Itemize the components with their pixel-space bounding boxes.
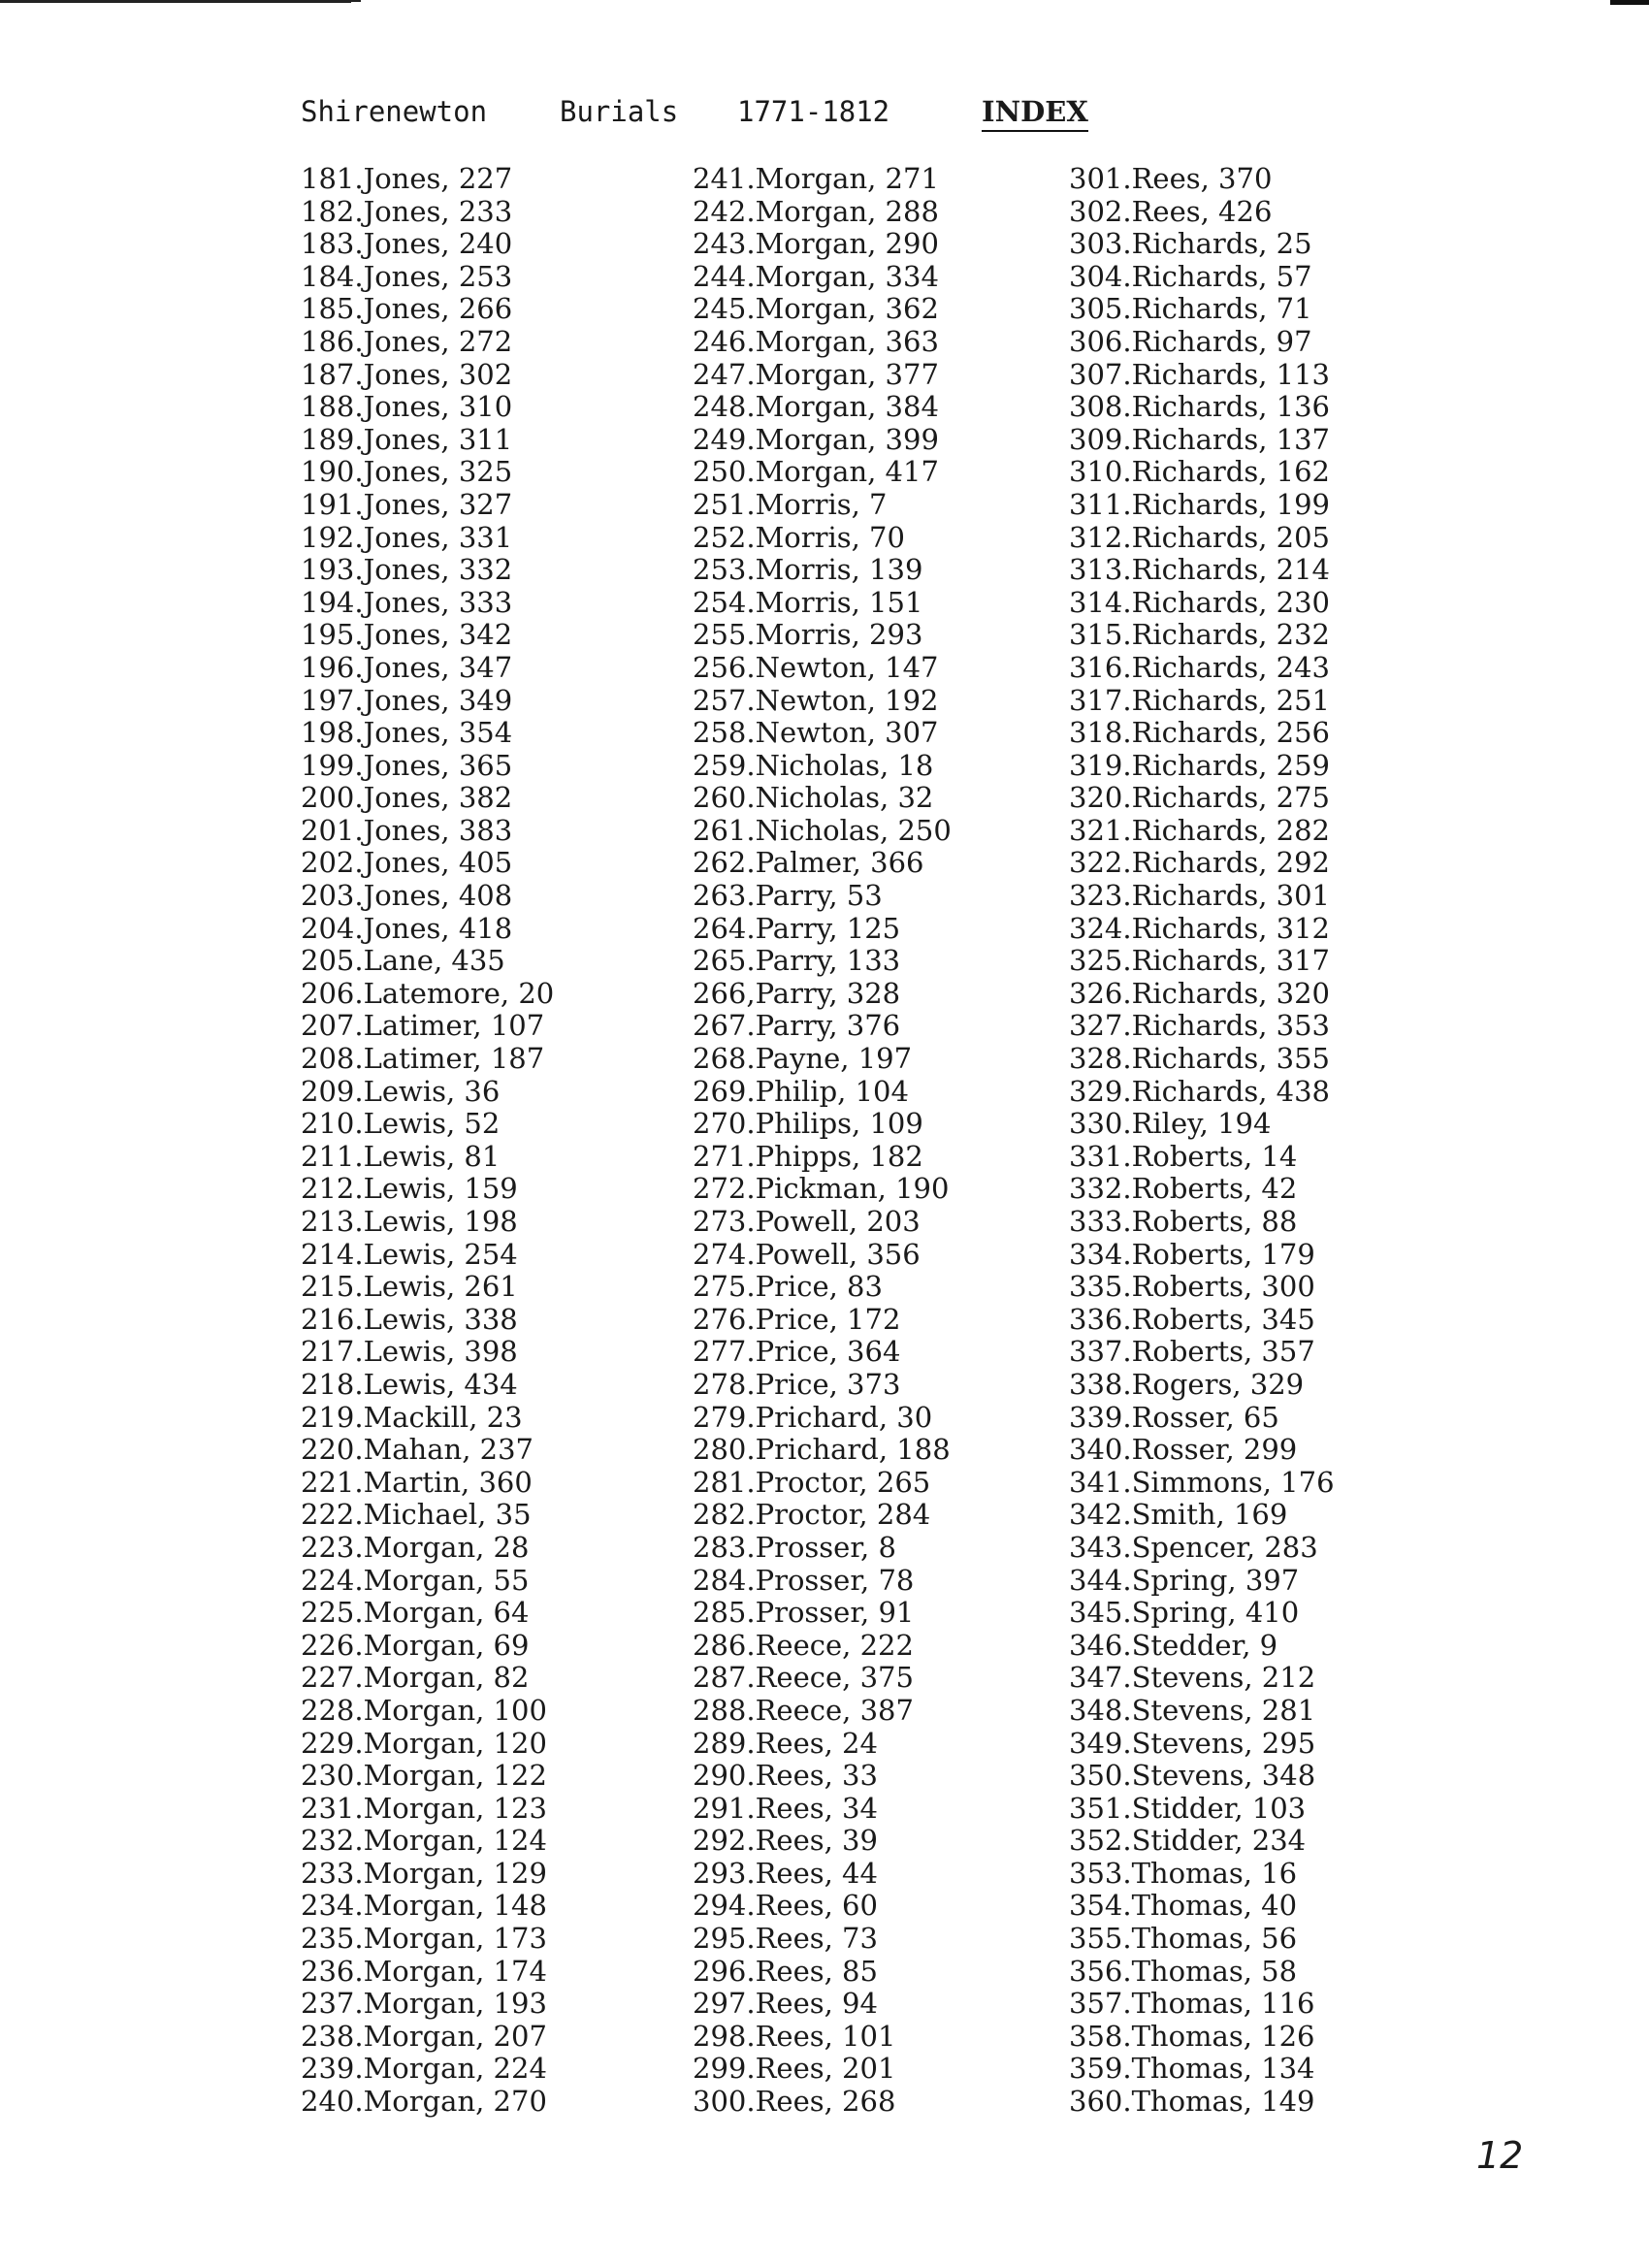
index-entry: 234.Morgan, 148 <box>301 1889 547 1923</box>
index-entry: 199.Jones, 365 <box>301 748 513 782</box>
index-entry: 209.Lewis, 36 <box>301 1074 501 1108</box>
index-entry: 313.Richards, 214 <box>1069 553 1330 587</box>
index-column-1 <box>301 163 554 2119</box>
index-entry: 184.Jones, 253 <box>301 259 513 293</box>
index-entry: 296.Rees, 85 <box>693 1954 878 1988</box>
index-entry: 310.Richards, 162 <box>1069 455 1330 489</box>
index-entry: 292.Rees, 39 <box>693 1824 878 1858</box>
index-entry: 258.Newton, 307 <box>693 716 939 750</box>
index-entry: 344.Spring, 397 <box>1069 1563 1300 1597</box>
index-entry: 268.Payne, 197 <box>693 1042 913 1076</box>
index-column-3 <box>1069 163 1335 2119</box>
index-entry: 188.Jones, 310 <box>301 390 513 424</box>
index-entry: 186.Jones, 272 <box>301 324 513 358</box>
index-entry: 306.Richards, 97 <box>1069 324 1312 358</box>
index-entry: 193.Jones, 332 <box>301 553 513 587</box>
index-entry: 311.Richards, 199 <box>1069 487 1330 521</box>
header-record-type: Burials <box>560 95 679 128</box>
index-entry: 231.Morgan, 123 <box>301 1791 547 1825</box>
index-entry: 317.Richards, 251 <box>1069 683 1330 717</box>
index-entry: 304.Richards, 57 <box>1069 259 1312 293</box>
index-entry: 360.Thomas, 149 <box>1069 2085 1315 2119</box>
index-entry: 321.Richards, 282 <box>1069 813 1330 847</box>
index-entry: 342.Smith, 169 <box>1069 1498 1288 1532</box>
index-entry: 282.Proctor, 284 <box>693 1498 931 1532</box>
index-entry: 215.Lewis, 261 <box>301 1270 518 1304</box>
index-entry: 253.Morris, 139 <box>693 553 923 587</box>
index-entry: 305.Richards, 71 <box>1069 292 1312 326</box>
index-entry: 200.Jones, 382 <box>301 781 513 815</box>
index-entry: 301.Rees, 370 <box>1069 162 1273 195</box>
index-entry: 242.Morgan, 288 <box>693 194 939 228</box>
index-entry: 297.Rees, 94 <box>693 1987 878 2021</box>
index-entry: 289.Rees, 24 <box>693 1726 878 1760</box>
index-entry: 235.Morgan, 173 <box>301 1922 547 1956</box>
index-entry: 315.Richards, 232 <box>1069 618 1330 652</box>
index-entry: 319.Richards, 259 <box>1069 748 1330 782</box>
index-entry: 337.Roberts, 357 <box>1069 1335 1315 1369</box>
index-entry: 355.Thomas, 56 <box>1069 1922 1298 1956</box>
page-header <box>0 95 1649 130</box>
index-entry: 349.Stevens, 295 <box>1069 1726 1316 1760</box>
index-entry: 203.Jones, 408 <box>301 879 513 913</box>
index-entry: 323.Richards, 301 <box>1069 879 1330 913</box>
index-entry: 185.Jones, 266 <box>301 292 513 326</box>
index-entry: 255.Morris, 293 <box>693 618 923 652</box>
index-entry: 350.Stevens, 348 <box>1069 1759 1316 1793</box>
index-entry: 251.Morris, 7 <box>693 487 888 521</box>
index-entry: 247.Morgan, 377 <box>693 357 939 391</box>
index-entry: 223.Morgan, 28 <box>301 1530 530 1564</box>
index-entry: 228.Morgan, 100 <box>301 1693 547 1727</box>
index-entry: 205.Lane, 435 <box>301 944 505 978</box>
index-entry: 357.Thomas, 116 <box>1069 1987 1315 2021</box>
index-entry: 338.Rogers, 329 <box>1069 1367 1305 1401</box>
index-entry: 303.Richards, 25 <box>1069 227 1312 261</box>
index-entry: 288.Reece, 387 <box>693 1693 914 1727</box>
index-entry: 181.Jones, 227 <box>301 162 513 195</box>
index-entry: 266,Parry, 328 <box>693 976 901 1010</box>
index-entry: 194.Jones, 333 <box>301 585 513 619</box>
index-entry: 300.Rees, 268 <box>693 2085 896 2119</box>
index-entry: 353.Thomas, 16 <box>1069 1856 1298 1890</box>
index-entry: 279.Prichard, 30 <box>693 1400 933 1434</box>
index-entry: 216.Lewis, 338 <box>301 1302 518 1336</box>
index-entry: 341.Simmons, 176 <box>1069 1465 1335 1499</box>
index-entry: 250.Morgan, 417 <box>693 455 939 489</box>
index-entry: 332.Roberts, 42 <box>1069 1172 1298 1206</box>
index-entry: 308.Richards, 136 <box>1069 390 1330 424</box>
index-entry: 327.Richards, 353 <box>1069 1009 1330 1043</box>
index-entry: 343.Spencer, 283 <box>1069 1530 1318 1564</box>
header-place: Shirenewton <box>301 95 488 128</box>
index-entry: 202.Jones, 405 <box>301 846 513 880</box>
index-entry: 272.Pickman, 190 <box>693 1172 950 1206</box>
index-entry: 339.Rosser, 65 <box>1069 1400 1279 1434</box>
index-entry: 352.Stidder, 234 <box>1069 1824 1307 1858</box>
index-entry: 329.Richards, 438 <box>1069 1074 1330 1108</box>
index-entry: 278.Price, 373 <box>693 1367 901 1401</box>
index-entry: 333.Roberts, 88 <box>1069 1205 1298 1238</box>
index-entry: 328.Richards, 355 <box>1069 1042 1330 1076</box>
page-number: 12 <box>1476 2134 1524 2177</box>
index-entry: 345.Spring, 410 <box>1069 1596 1300 1630</box>
index-entry: 187.Jones, 302 <box>301 357 513 391</box>
index-entry: 285.Prosser, 91 <box>693 1596 915 1630</box>
index-entry: 192.Jones, 331 <box>301 520 513 554</box>
index-entry: 244.Morgan, 334 <box>693 259 939 293</box>
index-entry: 207.Latimer, 107 <box>301 1009 545 1043</box>
index-entry: 351.Stidder, 103 <box>1069 1791 1307 1825</box>
index-entry: 204.Jones, 418 <box>301 911 513 945</box>
index-entry: 213.Lewis, 198 <box>301 1205 518 1238</box>
index-entry: 269.Philip, 104 <box>693 1074 909 1108</box>
index-entry: 284.Prosser, 78 <box>693 1563 915 1597</box>
index-entry: 348.Stevens, 281 <box>1069 1693 1316 1727</box>
index-entry: 275.Price, 83 <box>693 1270 883 1304</box>
index-entry: 322.Richards, 292 <box>1069 846 1330 880</box>
index-entry: 237.Morgan, 193 <box>301 1987 547 2021</box>
index-entry: 264.Parry, 125 <box>693 911 901 945</box>
index-entry: 230.Morgan, 122 <box>301 1759 547 1793</box>
index-entry: 283.Prosser, 8 <box>693 1530 896 1564</box>
index-entry: 298.Rees, 101 <box>693 2019 896 2053</box>
index-entry: 198.Jones, 354 <box>301 716 513 750</box>
index-entry: 183.Jones, 240 <box>301 227 513 261</box>
index-entry: 276.Price, 172 <box>693 1302 901 1336</box>
index-entry: 277.Price, 364 <box>693 1335 901 1369</box>
index-entry: 330.Riley, 194 <box>1069 1107 1272 1141</box>
index-entry: 197.Jones, 349 <box>301 683 513 717</box>
index-entry: 309.Richards, 137 <box>1069 422 1330 456</box>
index-entry: 222.Michael, 35 <box>301 1498 532 1532</box>
index-entry: 262.Palmer, 366 <box>693 846 924 880</box>
index-entry: 195.Jones, 342 <box>301 618 513 652</box>
index-entry: 214.Lewis, 254 <box>301 1237 518 1271</box>
index-entry: 260.Nicholas, 32 <box>693 781 934 815</box>
index-entry: 212.Lewis, 159 <box>301 1172 518 1206</box>
index-entry: 273.Powell, 203 <box>693 1205 921 1238</box>
index-entry: 252.Morris, 70 <box>693 520 905 554</box>
index-entry: 248.Morgan, 384 <box>693 390 939 424</box>
index-entry: 220.Mahan, 237 <box>301 1433 534 1467</box>
index-entry: 267.Parry, 376 <box>693 1009 901 1043</box>
index-entry: 354.Thomas, 40 <box>1069 1889 1298 1923</box>
index-entry: 265.Parry, 133 <box>693 944 901 978</box>
index-entry: 182.Jones, 233 <box>301 194 513 228</box>
index-entry: 294.Rees, 60 <box>693 1889 878 1923</box>
index-entry: 263.Parry, 53 <box>693 879 883 913</box>
index-entry: 259.Nicholas, 18 <box>693 748 934 782</box>
index-entry: 233.Morgan, 129 <box>301 1856 547 1890</box>
index-entry: 270.Philips, 109 <box>693 1107 923 1141</box>
index-entry: 211.Lewis, 81 <box>301 1139 501 1173</box>
index-entry: 346.Stedder, 9 <box>1069 1628 1278 1662</box>
index-entry: 240.Morgan, 270 <box>301 2085 547 2119</box>
index-entry: 254.Morris, 151 <box>693 585 923 619</box>
index-entry: 280.Prichard, 188 <box>693 1433 951 1467</box>
index-entry: 261.Nicholas, 250 <box>693 813 952 847</box>
index-entry: 314.Richards, 230 <box>1069 585 1330 619</box>
index-entry: 302.Rees, 426 <box>1069 194 1273 228</box>
index-entry: 325.Richards, 317 <box>1069 944 1330 978</box>
index-entry: 299.Rees, 201 <box>693 2052 896 2086</box>
index-entry: 221.Martin, 360 <box>301 1465 533 1499</box>
index-entry: 281.Proctor, 265 <box>693 1465 931 1499</box>
top-rule <box>0 0 351 3</box>
index-entry: 295.Rees, 73 <box>693 1922 878 1956</box>
index-entry: 190.Jones, 325 <box>301 455 513 489</box>
index-entry: 257.Newton, 192 <box>693 683 939 717</box>
index-entry: 347.Stevens, 212 <box>1069 1661 1316 1695</box>
index-entry: 320.Richards, 275 <box>1069 781 1330 815</box>
index-entry: 201.Jones, 383 <box>301 813 513 847</box>
index-entry: 358.Thomas, 126 <box>1069 2019 1315 2053</box>
index-entry: 356.Thomas, 58 <box>1069 1954 1298 1988</box>
index-entry: 239.Morgan, 224 <box>301 2052 547 2086</box>
index-entry: 189.Jones, 311 <box>301 422 513 456</box>
index-entry: 218.Lewis, 434 <box>301 1367 518 1401</box>
index-entry: 226.Morgan, 69 <box>301 1628 530 1662</box>
index-entry: 246.Morgan, 363 <box>693 324 939 358</box>
index-entry: 208.Latimer, 187 <box>301 1042 545 1076</box>
index-entry: 286.Reece, 222 <box>693 1628 914 1662</box>
index-entry: 238.Morgan, 207 <box>301 2019 547 2053</box>
index-entry: 249.Morgan, 399 <box>693 422 939 456</box>
index-entry: 224.Morgan, 55 <box>301 1563 530 1597</box>
index-entry: 206.Latemore, 20 <box>301 976 555 1010</box>
index-entry: 316.Richards, 243 <box>1069 650 1330 684</box>
index-entry: 245.Morgan, 362 <box>693 292 939 326</box>
index-entry: 335.Roberts, 300 <box>1069 1270 1315 1304</box>
index-entry: 191.Jones, 327 <box>301 487 513 521</box>
index-entry: 359.Thomas, 134 <box>1069 2052 1315 2086</box>
index-entry: 318.Richards, 256 <box>1069 716 1330 750</box>
index-entry: 227.Morgan, 82 <box>301 1661 530 1695</box>
index-entry: 274.Powell, 356 <box>693 1237 921 1271</box>
index-entry: 326.Richards, 320 <box>1069 976 1330 1010</box>
index-entry: 241.Morgan, 271 <box>693 162 939 195</box>
index-entry: 236.Morgan, 174 <box>301 1954 547 1988</box>
header-years: 1771-1812 <box>737 95 890 128</box>
header-index-label: INDEX <box>982 95 1088 132</box>
index-entry: 336.Roberts, 345 <box>1069 1302 1315 1336</box>
index-entry: 291.Rees, 34 <box>693 1791 878 1825</box>
index-entry: 290.Rees, 33 <box>693 1759 878 1793</box>
index-entry: 217.Lewis, 398 <box>301 1335 518 1369</box>
index-entry: 324.Richards, 312 <box>1069 911 1330 945</box>
index-entry: 225.Morgan, 64 <box>301 1596 530 1630</box>
index-entry: 334.Roberts, 179 <box>1069 1237 1315 1271</box>
index-entry: 271.Phipps, 182 <box>693 1139 923 1173</box>
index-entry: 312.Richards, 205 <box>1069 520 1330 554</box>
index-entry: 210.Lewis, 52 <box>301 1107 501 1141</box>
index-entry: 287.Reece, 375 <box>693 1661 914 1695</box>
index-entry: 340.Rosser, 299 <box>1069 1433 1298 1467</box>
index-entry: 256.Newton, 147 <box>693 650 939 684</box>
index-entry: 331.Roberts, 14 <box>1069 1139 1298 1173</box>
top-right-mark <box>1610 0 1649 5</box>
index-entry: 293.Rees, 44 <box>693 1856 878 1890</box>
index-entry: 219.Mackill, 23 <box>301 1400 523 1434</box>
index-entry: 232.Morgan, 124 <box>301 1824 547 1858</box>
index-column-2 <box>693 163 952 2119</box>
index-entry: 243.Morgan, 290 <box>693 227 939 261</box>
index-entry: 307.Richards, 113 <box>1069 357 1330 391</box>
index-entry: 229.Morgan, 120 <box>301 1726 547 1760</box>
top-rule-dash <box>351 0 361 2</box>
index-entry: 196.Jones, 347 <box>301 650 513 684</box>
